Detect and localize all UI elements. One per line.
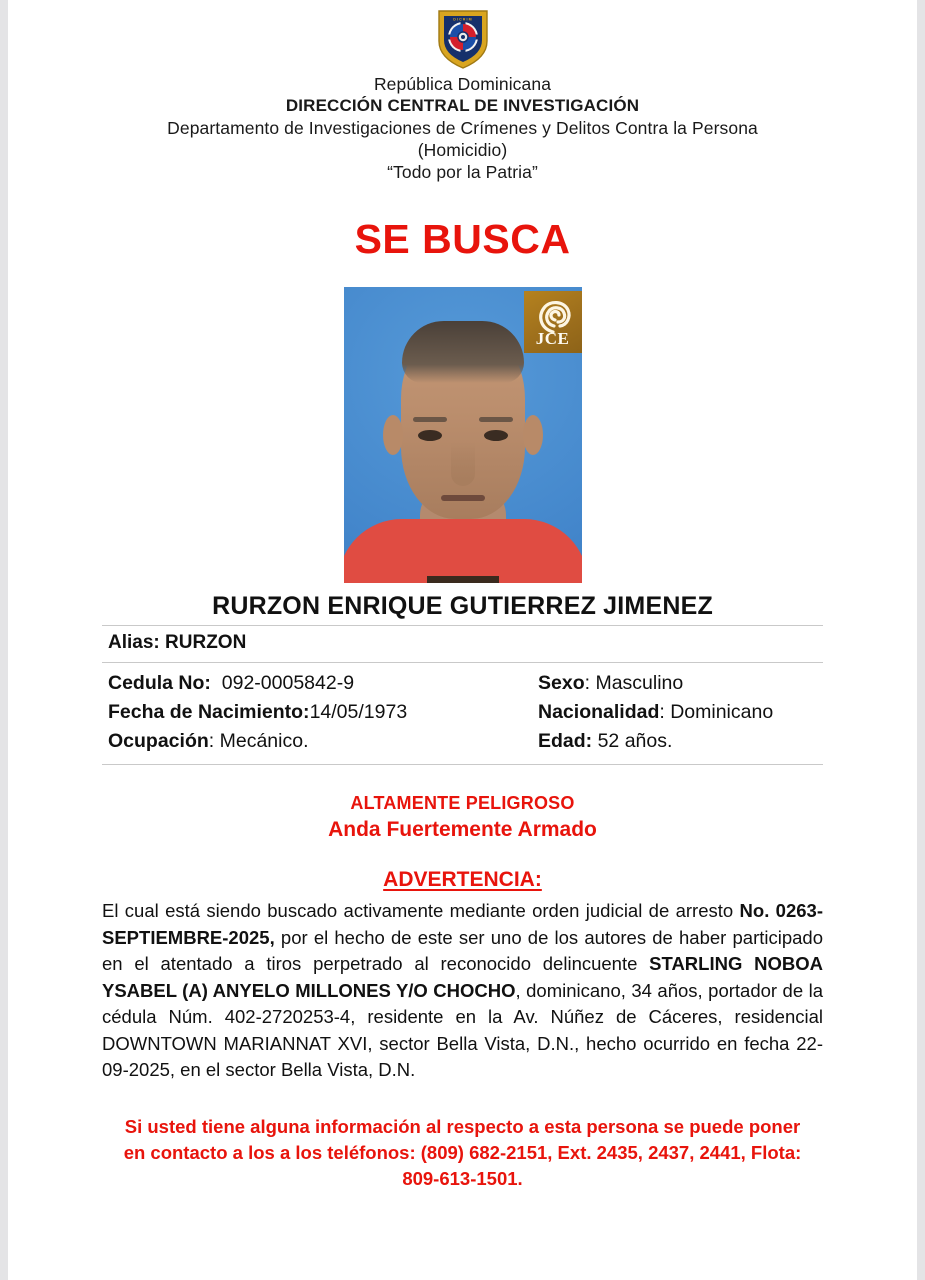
- detail-cell-fecha-nacimiento: [108, 698, 538, 727]
- detail-row: [102, 727, 823, 756]
- poster-header: [8, 73, 917, 183]
- jce-label: JCE: [535, 329, 570, 348]
- detail-row: [102, 669, 823, 698]
- warning-title: ADVERTENCIA:: [383, 868, 542, 891]
- detail-rows: [102, 663, 823, 756]
- detail-value: 14/05/1973: [309, 701, 408, 723]
- header-line-country: República Dominicana: [373, 74, 552, 94]
- jce-watermark: [524, 291, 582, 353]
- warning-body: [102, 898, 823, 1084]
- detail-value: : Masculino: [584, 672, 684, 694]
- alias-row: [102, 626, 823, 662]
- subject-full-name: RURZON ENRIQUE GUTIERREZ JIMENEZ: [212, 592, 713, 620]
- alias-value: RURZON: [165, 632, 247, 653]
- warning-text: El cual está siendo buscado activamente mediante orden judicial de arresto: [102, 900, 740, 921]
- subject-photo-container: [8, 287, 917, 583]
- detail-value: : Mecánico.: [208, 730, 309, 752]
- detail-cell-cedula: [108, 669, 538, 698]
- danger-notice: [8, 793, 917, 842]
- detail-value: : Dominicano: [659, 701, 774, 723]
- detail-label: Edad:: [538, 730, 593, 752]
- warning-text: por el hecho de este ser uno de los autores de haber participado en el atentado a tiros perpetrado al reconocido delincuente: [102, 926, 823, 974]
- header-line-motto: “Todo por la Patria”: [387, 162, 538, 182]
- danger-line-2: Anda Fuertemente Armado: [328, 818, 597, 841]
- detail-label: Sexo: [538, 672, 585, 694]
- detail-label: Fecha de Nacimiento:: [108, 701, 310, 723]
- svg-text:DICRIM: DICRIM: [452, 17, 473, 22]
- header-line-department: Departamento de Investigaciones de Crímenes y Delitos Contra la Persona: [167, 118, 758, 138]
- detail-cell-edad: [538, 727, 823, 756]
- detail-label: Ocupación: [108, 730, 209, 752]
- danger-line-1: ALTAMENTE PELIGROSO: [350, 793, 575, 813]
- detail-cell-sexo: [538, 669, 823, 698]
- emblem-container: [8, 0, 917, 70]
- warning-emphasis: STARLING NOBOA YSABEL (A) ANYELO MILLONES Y/O CHOCHO: [102, 953, 823, 1001]
- contact-notice: Si usted tiene alguna información al respecto a esta persona se puede poner en contacto a los a los teléfonos: (809) 682-2151, Ext. 2435, 2437, 2441, Flota: 809-613-1501.: [123, 1115, 802, 1189]
- alias-label: Alias:: [108, 632, 160, 653]
- detail-row: [102, 698, 823, 727]
- warning-emphasis: No. 0263-SEPTIEMBRE-2025,: [102, 900, 823, 948]
- divider: [102, 764, 823, 765]
- subject-photo: [344, 287, 582, 583]
- header-line-direction: DIRECCIÓN CENTRAL DE INVESTIGACIÓN: [285, 96, 640, 115]
- wanted-heading: SE BUSCA: [354, 216, 571, 262]
- detail-label: Nacionalidad: [538, 701, 660, 723]
- detail-value: 52 años.: [592, 730, 673, 752]
- subject-details: [102, 592, 823, 765]
- detail-cell-ocupacion: [108, 727, 538, 756]
- detail-label: Cedula No:: [108, 672, 211, 694]
- detail-value: 092-0005842-9: [210, 672, 355, 694]
- detail-cell-nacionalidad: [538, 698, 823, 727]
- police-shield-emblem-icon: [435, 8, 491, 70]
- warning-text: , dominicano, 34 años, portador de la cédula Núm. 402-2720253-4, residente en la Av. Núñez de Cáceres, residencial DOWNTOWN MARIANNAT XVI, sector Bella Vista, D.N., hecho ocurrido en fecha 22-09-2025, en el sector Bella Vista, D.N.: [102, 979, 823, 1080]
- header-line-unit: (Homicidio): [417, 140, 508, 160]
